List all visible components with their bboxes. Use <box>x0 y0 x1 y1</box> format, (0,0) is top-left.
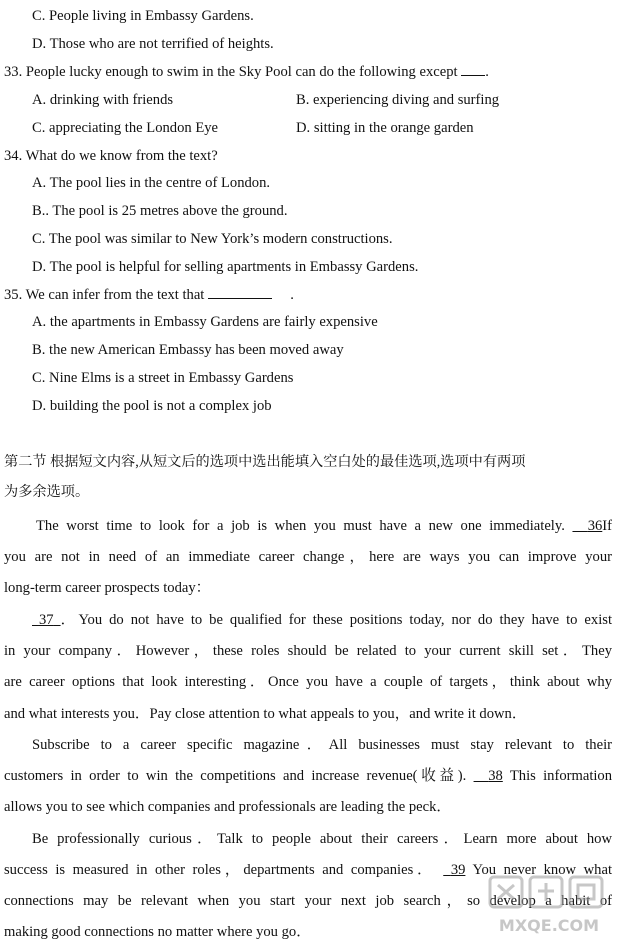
q34-option-a: A. The pool lies in the centre of London. <box>32 175 271 191</box>
q33-stem-text: 33. People lucky enough to swim in the Sky Pool can do the following except <box>4 64 458 80</box>
blank-37 <box>32 612 61 628</box>
q35-stem <box>4 285 294 305</box>
passage-p3-line2 <box>4 766 612 786</box>
blank-number: 36 <box>587 518 603 534</box>
q33-option-a: A. drinking with friends <box>32 92 174 108</box>
q33-option-b: B. experiencing diving and surfing <box>296 92 500 108</box>
passage-text: success is measured in other roles，departments and companies． <box>4 862 436 878</box>
passage-text: You never know what <box>472 862 612 878</box>
blank-36 <box>572 518 602 534</box>
q34-stem: 34. What do we know from the text? <box>4 148 218 164</box>
blank-number: 38 <box>488 768 503 784</box>
passage-p1-line2: you are not in need of an immediate career change，here are ways you can improve your <box>4 549 612 565</box>
passage-p1-line1 <box>4 516 612 536</box>
passage-p4-line1: Be professionally curious．Talk to people about their careers．Learn more about how <box>32 831 612 847</box>
section-heading-line1: 第二节 根据短文内容,从短文后的选项中选出能填入空白处的最佳选项,选项中有两项 <box>4 454 526 470</box>
blank-number: 39 <box>450 862 466 878</box>
q34-option-b: B.. The pool is 25 metres above the ground. <box>32 203 288 219</box>
q35-option-d: D. building the pool is not a complex job <box>32 398 272 414</box>
passage-p2-line1 <box>4 610 612 630</box>
blank-39 <box>443 862 465 878</box>
q35-stem-end: . <box>290 287 294 303</box>
blank-number: 37 <box>38 612 54 628</box>
passage-text: ．You do not have to be qualified for these positions today, nor do they have to exist <box>60 612 612 628</box>
q33-option-c: C. appreciating the London Eye <box>32 120 219 136</box>
passage-p4-line4: making good connections no matter where you go． <box>4 924 311 940</box>
passage-text: If <box>602 518 613 534</box>
q34-option-c: C. The pool was similar to New York’s modern constructions. <box>32 231 393 247</box>
section-heading-line2: 为多余选项。 <box>4 484 90 500</box>
passage-p2-line4: and what interests you．Pay close attention to what appeals to you，and write it down． <box>4 706 527 722</box>
passage-text: customers in order to win the competitions and increase revenue(收益). <box>4 768 467 784</box>
passage-p3-line3: allows you to see which companies and professionals are leading the peck． <box>4 799 452 815</box>
q35-option-b: B. the new American Embassy has been moved away <box>32 342 344 358</box>
passage-p4-line3: connections may be relevant when you start your next job search，so develop a habit of <box>4 893 612 909</box>
passage-p1-line3: long-term career prospects today： <box>4 580 211 596</box>
q32-option-d: D. Those who are not terrified of heights. <box>32 36 274 52</box>
q35-option-a: A. the apartments in Embassy Gardens are fairly expensive <box>32 314 378 330</box>
passage-text: This information <box>509 768 613 784</box>
passage-p2-line2: in your company．However，these roles should be related to your current skill set．They <box>4 643 612 659</box>
q33-stem-end: . <box>485 64 489 80</box>
q34-option-d: D. The pool is helpful for selling apartments in Embassy Gardens. <box>32 259 419 275</box>
watermark-logo <box>484 871 614 941</box>
q35-stem-text: 35. We can infer from the text that <box>4 287 205 303</box>
q32-option-c: C. People living in Embassy Gardens. <box>32 8 254 24</box>
q33-stem <box>4 62 489 82</box>
watermark-text: MXQE.COM <box>498 916 600 935</box>
blank-38 <box>474 768 503 784</box>
passage-text: The worst time to look for a job is when you must have a new one immediately. <box>36 518 565 534</box>
passage-p2-line3: are career options that look interesting．Once you have a couple of targets，think about why <box>4 674 612 690</box>
answer-blank <box>208 298 272 299</box>
q35-option-c: C. Nine Elms is a street in Embassy Gardens <box>32 370 294 386</box>
q33-option-d: D. sitting in the orange garden <box>296 120 474 136</box>
answer-blank <box>461 75 485 76</box>
passage-p3-line1: Subscribe to a career specific magazine．All businesses must stay relevant to their <box>32 737 612 753</box>
